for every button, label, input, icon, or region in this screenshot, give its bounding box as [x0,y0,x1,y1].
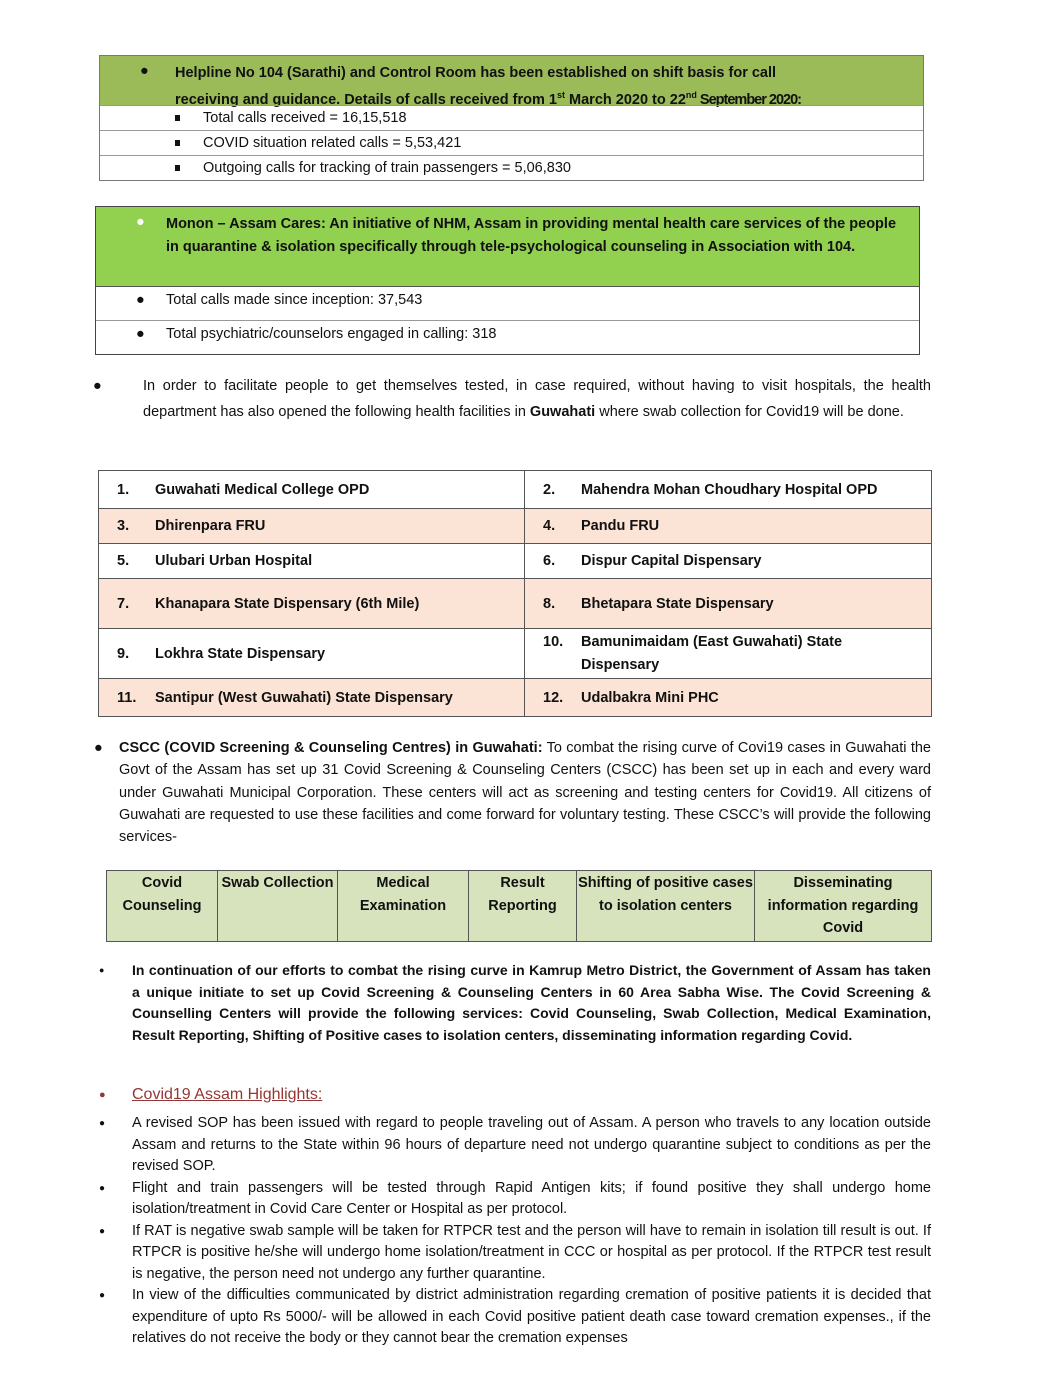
highlights-title [99,1086,323,1104]
table-row [99,679,932,717]
list-item [100,105,923,130]
facility-number: 3. [117,518,130,534]
title-text: Covid19 Assam Highlights: [132,1086,323,1103]
bullet-icon: ● [99,1290,106,1301]
facility-cell [525,544,932,579]
facility-name: Bhetapara State Dispensary [581,595,774,612]
list-item [99,1178,931,1221]
item-text: If RAT is negative swab sample will be taken for RTPCR test and the person will have to remain in isolation till result is out. If RTPCR is positive he/she will undergo home isolation/treatment in CCC or hospital as per protocol. If the RTPCR test result is negative, the person need not undergo any further quarantine. [132,1222,931,1282]
facility-cell [525,629,932,679]
square-bullet-icon [175,115,180,121]
bullet-icon: ● [94,740,103,756]
facility-number: 11. [117,689,137,706]
bullet-icon: ● [136,326,145,342]
list-item [100,155,923,180]
text: where swab collection for Covid19 will be done. [595,404,904,420]
table-row [99,471,932,509]
facility-name: Dhirenpara FRU [155,518,266,534]
bullet-icon: ● [93,378,102,394]
facility-number: 4. [543,518,556,534]
facility-number: 10. [543,633,564,650]
item-text: COVID situation related calls = 5,53,421 [203,135,462,151]
facility-cell [525,579,932,629]
facility-cell [99,509,525,544]
heading-line: receiving and guidance. Details of calls received from 1 [175,91,557,108]
facility-cell [99,629,525,679]
facility-number: 8. [543,595,556,612]
item-text: Total psychiatric/counselors engaged in calling: 318 [166,326,497,342]
text: In continuation of our efforts to combat the rising curve in Kamrup Metro District, the Government of Assam has taken a unique initiate to set up Covid Screening & Counseling Centers in 60 Area Sabha Wise. The Covid Screening & Counselling Centers will provide the following services: Covid Counseling, Swab Collection, Medical Examination, Result Reporting, Shifting of Positive cases to isolation centers, disseminating information regarding Covid. [132,962,931,1044]
item-text: Outgoing calls for tracking of train passengers = 5,06,830 [203,160,571,176]
bullet-icon: ● [99,1182,106,1194]
facility-name: Mahendra Mohan Choudhary Hospital OPD [581,481,878,498]
bullet-icon: ● [99,965,105,975]
facility-name: Pandu FRU [581,518,660,534]
helpline-box [99,55,924,181]
continuation-paragraph [99,960,931,1047]
item-text: Total calls made since inception: 37,543 [166,292,423,308]
item-text: A revised SOP has been issued with regard to people traveling out of Assam. A person who travels to any location outside Assam and returns to the State within 96 hours of departure need not undergo quarantine subject to conditions as per the revised SOP. [132,1115,931,1174]
facility-name: Santipur (West Guwahati) State Dispensary [155,689,453,706]
facility-number: 6. [543,553,556,569]
monon-box [95,206,920,355]
bullet-icon: ● [136,214,145,230]
facility-name: Khanapara State Dispensary (6th Mile) [155,595,420,612]
helpline-heading [100,56,923,108]
facility-name: Lokhra State Dispensary [155,645,326,662]
list-item [99,1285,931,1350]
cscc-paragraph [94,737,931,848]
list-item [96,287,919,320]
bullet-icon: ● [140,63,149,79]
heading-line: September 2020: [696,91,801,108]
facilities-table [98,470,932,717]
facility-cell [525,509,932,544]
sup: nd [685,90,697,100]
heading-text: Monon – Assam Cares: An initiative of NHM, Assam in providing mental health care services of the people in quarantine & isolation specifically through tele-psychological counseling in Association with 104. [166,216,897,255]
item-text: Total calls received = 16,15,518 [203,110,407,126]
text: To combat the rising curve of Covi19 cases in Guwahati the Govt of the Assam has set up 31 Covid Screening & Counseling Centers (CSCC) has been set up in each and every ward under Guwahati Municipal Corporation. These centers will act as screening and testing centers for Covid19. All citizens of Guwahati are requested to use these facilities and come forward for voluntary testing. These CSCC’s will provide the following services- [119,740,931,846]
list-item [96,320,919,354]
table-row [99,629,932,679]
text: CSCC (COVID Screening & Counseling Centres) in Guwahati: [119,740,543,756]
facility-cell [525,471,932,509]
service-cell: Covid Counseling [107,871,218,942]
heading-line: March 2020 to 22 [565,91,686,108]
facility-cell [99,679,525,717]
facility-cell [99,544,525,579]
swab-intro [93,373,931,425]
facility-number: 12. [543,689,564,706]
text: In order to facilitate people to get themselves tested, in case required, without having to visit hospitals, the health department has also opened the following health facilities in [143,378,931,420]
facility-name: Bamunimaidam (East Guwahati) State Dispensary [581,633,843,673]
facility-number: 5. [117,553,130,569]
facility-number: 2. [543,481,556,498]
list-item [99,1221,931,1286]
monon-heading [96,207,919,287]
service-cell: Disseminating information regarding Covid [755,871,932,942]
facility-number: 1. [117,481,130,498]
facility-cell [99,471,525,509]
facility-name: Udalbakra Mini PHC [581,689,719,706]
facility-cell [99,579,525,629]
bullet-icon: ● [99,1118,106,1129]
facility-name: Guwahati Medical College OPD [155,481,370,498]
facility-number: 7. [117,595,130,612]
service-cell: Swab Collection [218,871,338,942]
bullet-icon: ● [136,292,145,308]
service-cell: Result Reporting [469,871,577,942]
list-item [100,130,923,155]
bullet-icon: ● [99,1089,106,1101]
text: Guwahati [529,404,596,420]
square-bullet-icon [175,165,180,171]
facility-name: Ulubari Urban Hospital [155,553,313,569]
list-item [99,1113,931,1178]
bullet-icon: ● [99,1225,106,1237]
table-row [99,579,932,629]
facility-name: Dispur Capital Dispensary [581,553,762,569]
service-cell: Shifting of positive cases to isolation centers [577,871,755,942]
services-table [106,870,932,942]
sup: st [556,90,565,100]
service-cell: Medical Examination [338,871,469,942]
item-text: In view of the difficulties communicated by district administration regarding cremation of positive patients it is decided that expenditure of upto Rs 5000/- will be allowed in each Covid positive patient death case toward cremation expenses., if the relatives do not receive the body or they cannot bear the cremation expenses [132,1287,931,1346]
heading-line: Helpline No 104 (Sarathi) and Control Room has been established on shift basis for call [175,65,777,81]
facility-cell [525,679,932,717]
table-row [99,544,932,579]
square-bullet-icon [175,140,180,146]
facility-number: 9. [117,645,130,662]
table-row [99,509,932,544]
item-text: Flight and train passengers will be tested through Rapid Antigen kits; if found positive they shall undergo home isolation/treatment in Covid Care Center or Hospital as per protocol. [132,1179,931,1217]
highlights-list [99,1113,931,1350]
